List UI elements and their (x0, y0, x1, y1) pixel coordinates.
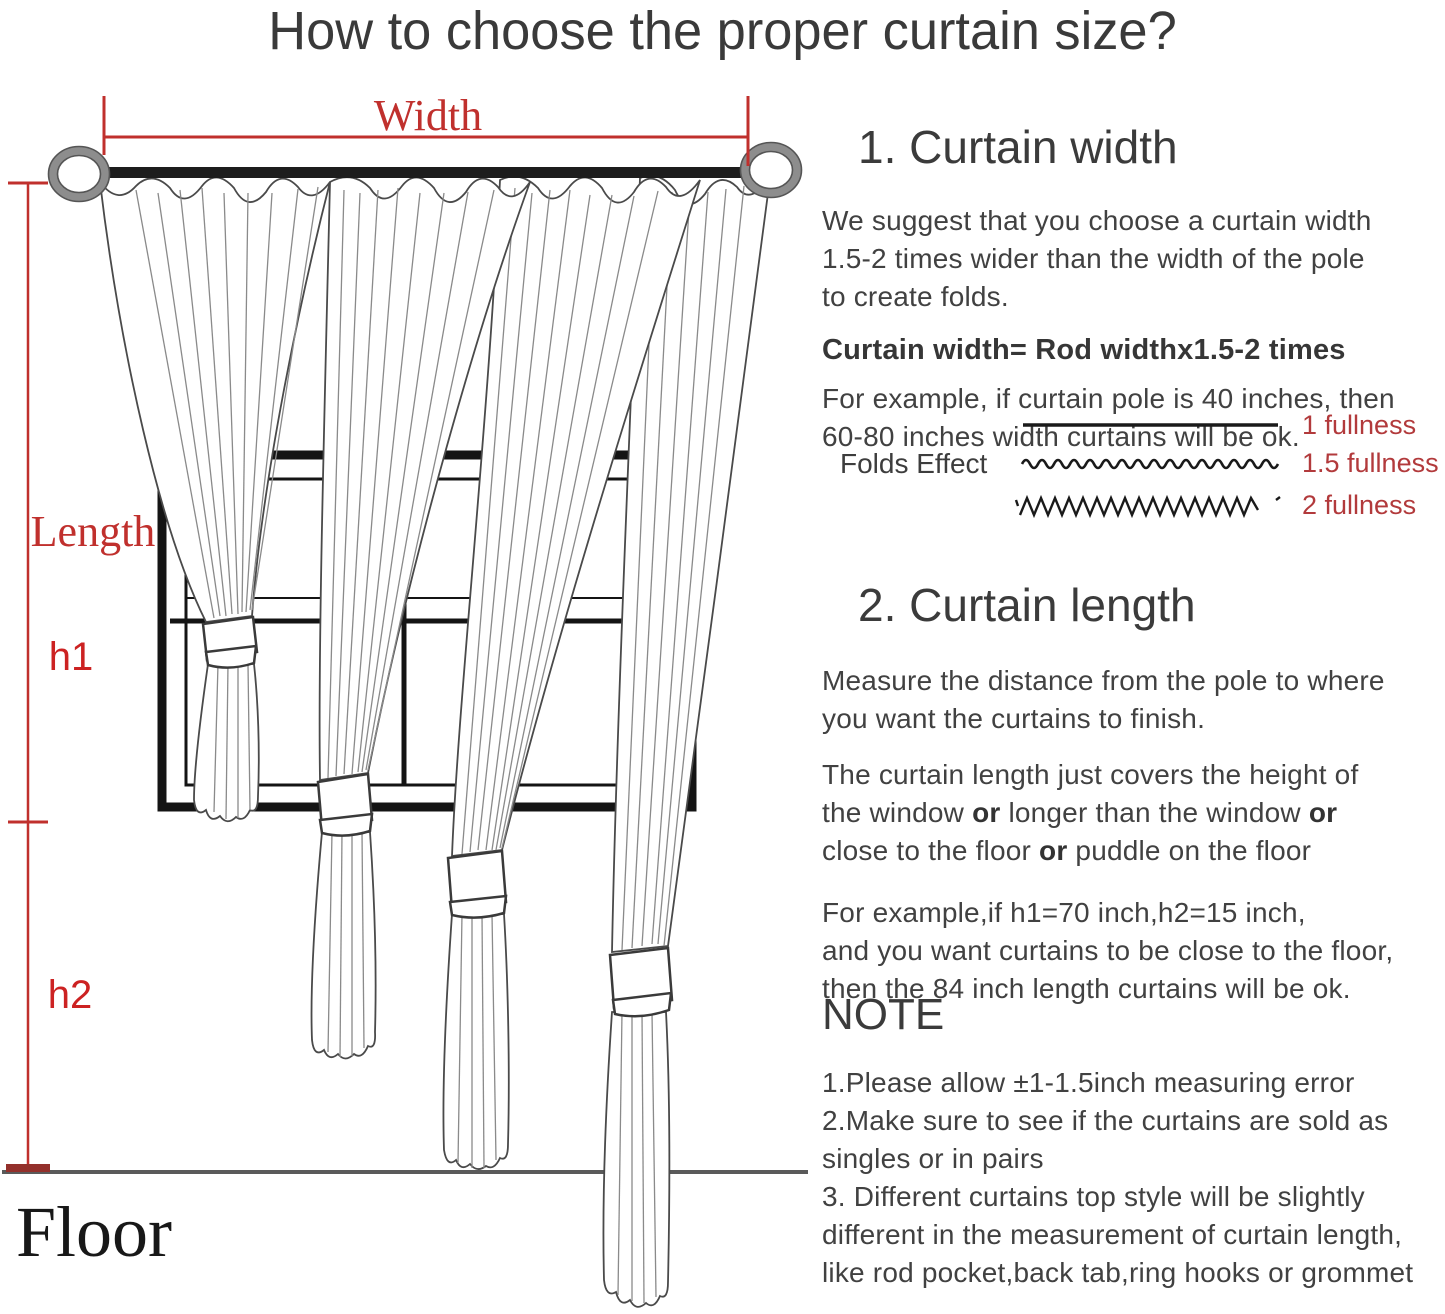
section-heading-note: NOTE (822, 990, 945, 1039)
section-heading-curtain-length: 2. Curtain length (858, 579, 1196, 631)
fullness-label-2: 2 fullness (1302, 490, 1417, 520)
curtain-rod (98, 167, 758, 178)
h1-label: h1 (48, 635, 94, 679)
length-label: Length (30, 507, 156, 556)
tieback-1 (203, 617, 257, 668)
fullness-line-2 (1012, 492, 1288, 522)
floor-label: Floor (16, 1192, 173, 1272)
tieback-2 (318, 774, 372, 836)
width-label: Width (373, 91, 483, 140)
fullness-label-1-5: 1.5 fullness (1302, 448, 1439, 478)
curtain-width-formula: Curtain width= Rod widthx1.5-2 times (822, 334, 1346, 366)
curtain-length-paragraph-2: The curtain length just covers the height of the window or longer than the window or close to the floor or puddle on the floor (822, 759, 1359, 866)
rod-ring-left (49, 147, 110, 202)
folds-effect-label: Folds Effect (840, 448, 988, 479)
curtain-width-paragraph: We suggest that you choose a curtain width 1.5-2 times wider than the width of the pole to create folds. (822, 205, 1372, 312)
tieback-4 (610, 948, 672, 1016)
section-heading-curtain-width: 1. Curtain width (858, 121, 1178, 173)
note-list: 1.Please allow ±1-1.5inch measuring error 2.Make sure to see if the curtains are sold as singles or in pairs 3. Different curtains top style will be slightly different in the measurement of curtain length, like rod pocket,back tab,ring hooks or grommet (822, 1067, 1414, 1288)
curtain-width-example: For example, if curtain pole is 40 inches, then 60-80 inches width curtains will be ok. (822, 383, 1395, 452)
curtain-length-example: For example,if h1=70 inch,h2=15 inch, and you want curtains to be close to the floor, then the 84 inch length curtains will be ok. (822, 897, 1394, 1004)
curtain-bundle-2 (311, 832, 375, 1059)
curtain-bundle-4 (603, 1012, 669, 1307)
rod-ring-right (741, 143, 802, 198)
page-title: How to choose the proper curtain size? (268, 1, 1177, 61)
tieback-3 (448, 851, 506, 918)
h2-label: h2 (47, 973, 93, 1017)
length-dimension (8, 183, 48, 1168)
curtain-length-paragraph-1: Measure the distance from the pole to where you want the curtains to finish. (822, 665, 1385, 734)
curtain-bundle-3 (443, 914, 508, 1169)
instructions-column (812, 0, 1445, 1314)
fullness-line-1-5 (1020, 453, 1282, 473)
length-dimension-floor-tick (6, 1164, 50, 1172)
fullness-line-1 (1020, 415, 1282, 435)
fullness-label-1: 1 fullness (1302, 410, 1417, 440)
